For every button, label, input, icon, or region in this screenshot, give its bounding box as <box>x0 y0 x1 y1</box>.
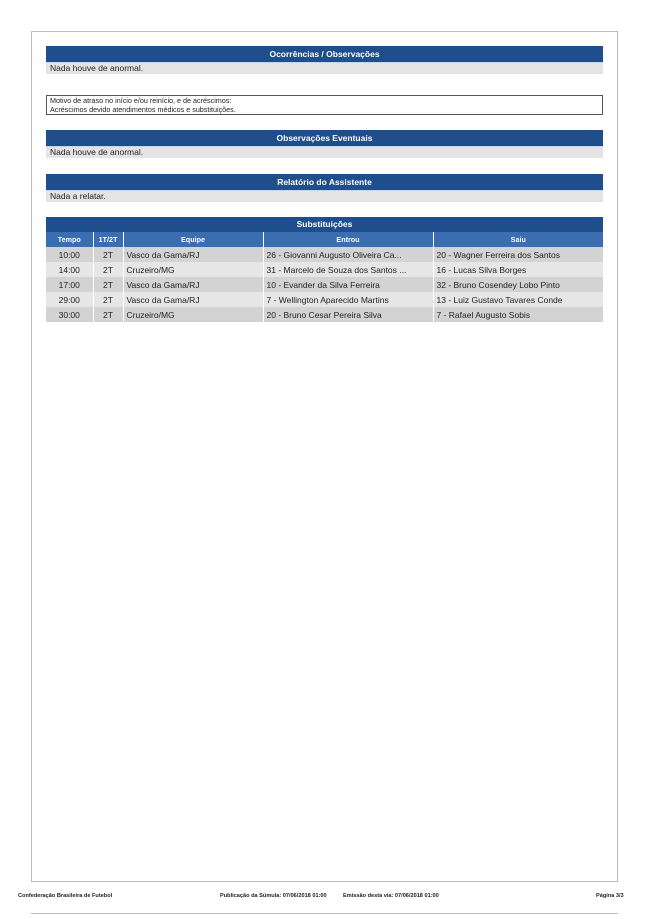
cell-saiu: 16 - Lucas Silva Borges <box>433 262 603 277</box>
assistente-title: Relatório do Assistente <box>46 174 603 191</box>
ocorrencias-section <box>46 46 603 74</box>
cell-equipe: Vasco da Gama/RJ <box>123 292 263 307</box>
cell-equipe: Vasco da Gama/RJ <box>123 247 263 262</box>
eventuais-text: Nada houve de anormal. <box>46 147 603 158</box>
cell-saiu: 32 - Bruno Cosendey Lobo Pinto <box>433 277 603 292</box>
cell-periodo: 2T <box>93 247 123 262</box>
table-row <box>46 307 603 322</box>
table-header-row <box>46 232 603 247</box>
cell-entrou: 10 - Evander da Silva Ferreira <box>263 277 433 292</box>
cell-tempo: 29:00 <box>46 292 93 307</box>
assistente-text: Nada a relatar. <box>46 191 603 202</box>
col-saiu: Saiu <box>433 232 603 247</box>
footer-rule <box>31 913 618 914</box>
cell-tempo: 17:00 <box>46 277 93 292</box>
footer-pagina: Página 3/3 <box>596 893 624 899</box>
cell-saiu: 7 - Rafael Augusto Sobis <box>433 307 603 322</box>
cell-tempo: 30:00 <box>46 307 93 322</box>
col-tempo: Tempo <box>46 232 93 247</box>
cell-equipe: Cruzeiro/MG <box>123 262 263 277</box>
cell-periodo: 2T <box>93 277 123 292</box>
substituicoes-section <box>46 217 603 233</box>
col-periodo: 1T/2T <box>93 232 123 247</box>
cell-entrou: 31 - Marcelo de Souza dos Santos ... <box>263 262 433 277</box>
footer-publicacao: Publicação da Súmula: 07/06/2018 01:00 <box>220 893 327 899</box>
page-frame <box>31 31 618 882</box>
cell-entrou: 7 - Wellington Aparecido Martins <box>263 292 433 307</box>
assistente-section <box>46 174 603 202</box>
motivo-label: Motivo de atraso no início e/ou reinício, e de acréscimos: <box>50 96 232 105</box>
col-entrou: Entrou <box>263 232 433 247</box>
table-row <box>46 292 603 307</box>
substituicoes-table <box>46 232 603 322</box>
table-row <box>46 247 603 262</box>
cell-entrou: 26 - Giovanni Augusto Oliveira Ca... <box>263 247 433 262</box>
cell-periodo: 2T <box>93 292 123 307</box>
col-equipe: Equipe <box>123 232 263 247</box>
footer-org: Confederação Brasileira de Futebol <box>18 893 113 899</box>
cell-equipe: Cruzeiro/MG <box>123 307 263 322</box>
cell-tempo: 14:00 <box>46 262 93 277</box>
substituicoes-title: Substituições <box>46 217 603 233</box>
eventuais-section <box>46 130 603 158</box>
eventuais-title: Observações Eventuais <box>46 130 603 147</box>
motivo-text: Acréscimos devido atendimentos médicos e substituições. <box>50 104 236 114</box>
motivo-box <box>46 95 603 115</box>
footer-emissao: Emissão desta via: 07/06/2018 01:00 <box>343 893 439 899</box>
cell-saiu: 13 - Luiz Gustavo Tavares Conde <box>433 292 603 307</box>
cell-saiu: 20 - Wagner Ferreira dos Santos <box>433 247 603 262</box>
ocorrencias-title: Ocorrências / Observações <box>46 46 603 63</box>
table-row <box>46 277 603 292</box>
table-row <box>46 262 603 277</box>
ocorrencias-text: Nada houve de anormal. <box>46 63 603 74</box>
cell-periodo: 2T <box>93 307 123 322</box>
cell-periodo: 2T <box>93 262 123 277</box>
cell-tempo: 10:00 <box>46 247 93 262</box>
cell-entrou: 20 - Bruno Cesar Pereira Silva <box>263 307 433 322</box>
cell-equipe: Vasco da Gama/RJ <box>123 277 263 292</box>
